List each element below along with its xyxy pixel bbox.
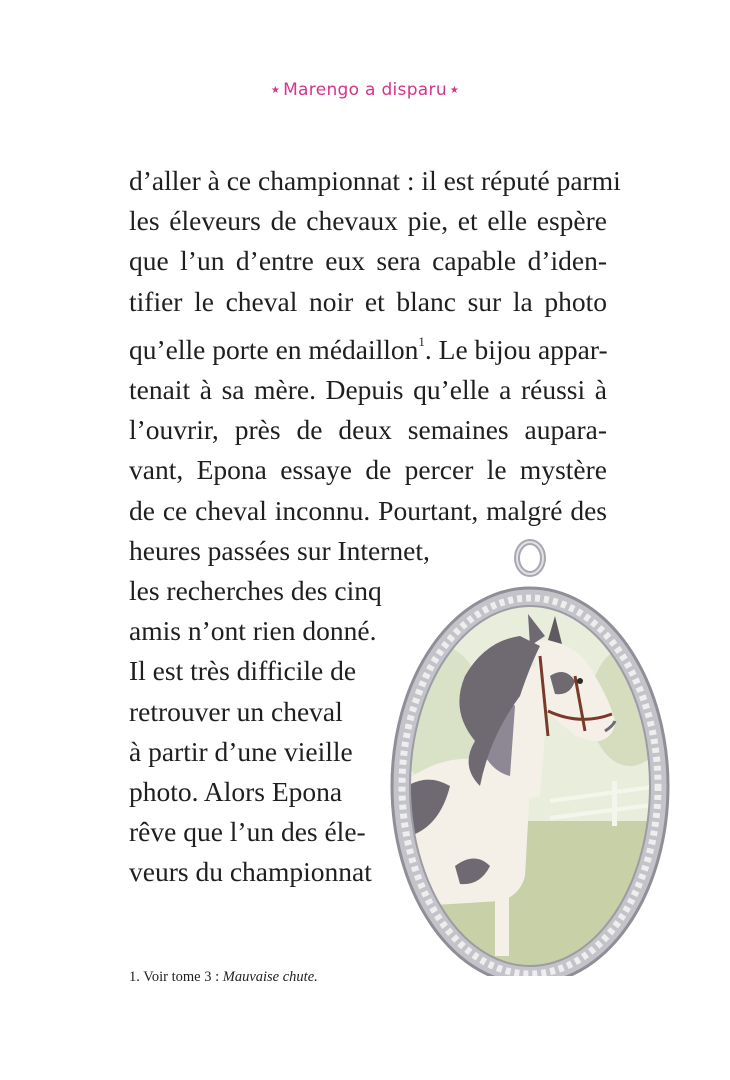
running-header-title: Marengo a disparu xyxy=(283,80,447,100)
text-line: tifier le cheval noir et blanc sur la photo xyxy=(129,285,607,317)
text-line: tenait à sa mère. Depuis qu’elle a réussi à xyxy=(129,374,607,406)
text-line: à partir d’une vieille xyxy=(129,735,353,767)
text-fragment: . Le bijou appar- xyxy=(424,333,608,365)
horse-medallion-illustration xyxy=(380,536,680,976)
text-line: les recherches des cinq xyxy=(129,575,382,607)
text-line: Il est très difficile de xyxy=(129,655,357,687)
running-header xyxy=(0,80,730,100)
text-line: les éleveurs de chevaux pie, et elle espère xyxy=(129,205,607,237)
footnote xyxy=(129,969,318,986)
text-line: que l’un d’entre eux sera capable d’iden- xyxy=(129,245,607,277)
text-line: photo. Alors Epona xyxy=(129,776,343,808)
text-line: l’ouvrir, près de deux semaines aupara- xyxy=(129,414,607,446)
text-line: vant, Epona essaye de percer le mystère xyxy=(129,454,607,486)
text-line: heures passées sur Internet, xyxy=(129,534,430,566)
text-line: veurs du championnat xyxy=(129,856,372,888)
text-line: retrouver un cheval xyxy=(129,695,343,727)
text-line xyxy=(129,322,607,370)
text-line: amis n’ont rien donné. xyxy=(129,615,377,647)
footnote-prefix: 1. Voir tome 3 : xyxy=(129,969,223,985)
text-fragment: qu’elle porte en médaillon xyxy=(129,333,419,365)
footnote-marker: 1 xyxy=(418,333,425,349)
text-line: de ce cheval inconnu. Pourtant, malgré des xyxy=(129,494,607,526)
star-icon: ★ xyxy=(449,85,460,96)
medallion-bail xyxy=(517,542,543,574)
star-icon: ★ xyxy=(270,85,281,96)
text-line: rêve que l’un des éle- xyxy=(129,816,366,848)
text-line: d’aller à ce championnat : il est réputé parmi xyxy=(129,165,621,196)
footnote-title: Mauvaise chute. xyxy=(222,969,318,985)
